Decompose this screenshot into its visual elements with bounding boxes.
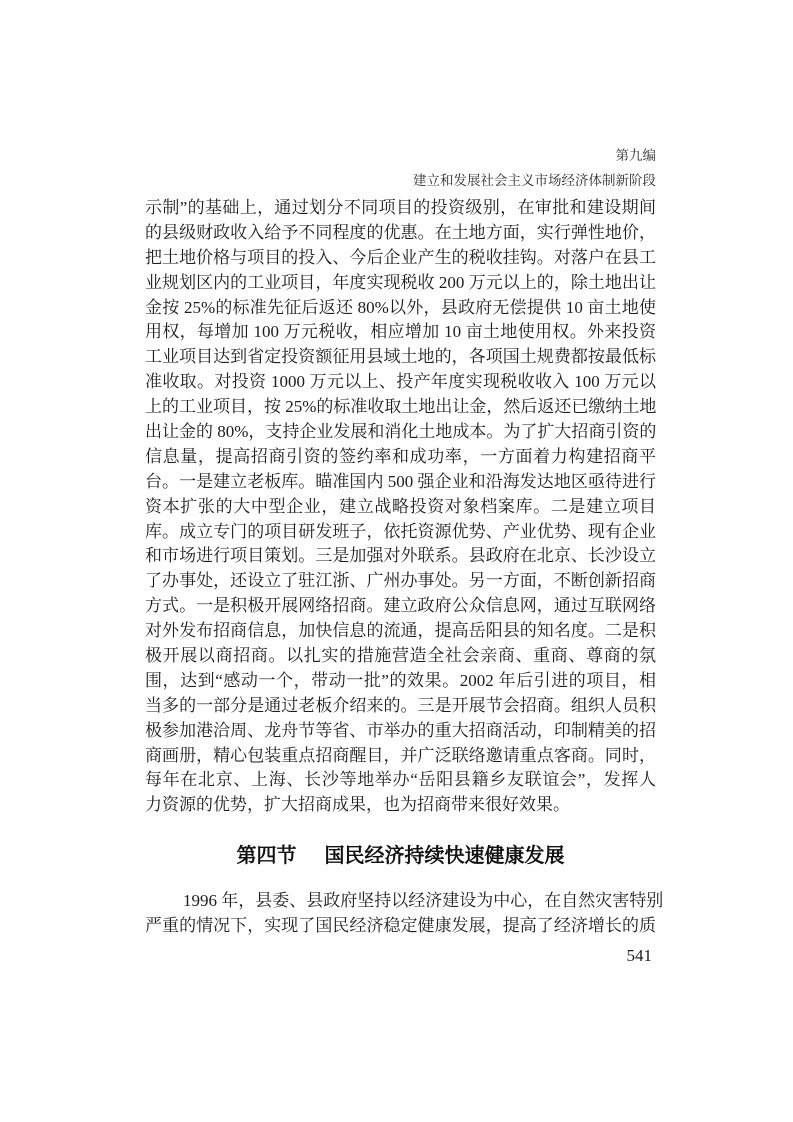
text-line: 金按 25%的标准先征后返还 80%以外，县政府无偿提供 10 亩土地使 — [145, 297, 656, 317]
text-line: 对外发布招商信息，加快信息的流通，提高岳阳县的知名度。二是积 — [145, 621, 656, 641]
text-line: 当多的一部分是通过老板介绍来的。三是开展节会招商。组织人员积 — [145, 695, 656, 715]
text-line: 示制”的基础上，通过划分不同项目的投资级别，在审批和建设期间 — [145, 198, 656, 217]
page-number: 541 — [626, 946, 652, 965]
text-line: 业规划区内的工业项目，年度实现税收 200 万元以上的，除土地出让 — [145, 272, 656, 292]
header-volume: 第九编 — [615, 148, 656, 163]
paragraph-economy-1996 — [145, 889, 664, 939]
text-line: 极开展以商招商。以扎实的措施营造全社会亲商、重商、尊商的氛 — [145, 646, 656, 666]
section-heading — [145, 843, 656, 869]
text-line: 信息量，提高招商引资的签约率和成功率，一方面着力构建招商平 — [145, 446, 656, 466]
text-line: 围，达到“感动一个，带动一批”的效果。2002 年后引进的项目，相 — [145, 670, 656, 690]
text-line: 台。一是建立老板库。瞄准国内 500 强企业和沿海发达地区亟待进行 — [145, 471, 656, 491]
text-line: 严重的情况下，实现了国民经济稳定健康发展，提高了经济增长的质 — [145, 915, 656, 935]
text-line: 库。成立专门的项目研发班子，依托资源优势、产业优势、现有企业 — [145, 521, 656, 541]
header-chapter: 建立和发展社会主义市场经济体制新阶段 — [413, 173, 656, 188]
text-line: 上的工业项目，按 25%的标准收取土地出让金，然后返还已缴纳土地 — [145, 397, 657, 417]
text-line: 把土地价格与项目的投入、今后企业产生的税收挂钩。对落户在县工 — [145, 247, 656, 267]
text-line: 商画册，精心包装重点招商醒目，并广泛联络邀请重点客商。同时， — [145, 745, 656, 765]
text-line: 和市场进行项目策划。三是加强对外联系。县政府在北京、长沙设立 — [145, 546, 656, 566]
text-line: 力资源的优势，扩大招商成果，也为招商带来很好效果。 — [145, 795, 570, 815]
text-line: 出让金的 80%，支持企业发展和消化土地成本。为了扩大招商引资的 — [145, 422, 657, 442]
running-header — [145, 143, 656, 193]
text-line: 工业项目达到省定投资额征用县域土地的，各项国土规费都按最低标 — [145, 347, 656, 367]
section-heading-title: 国民经济持续快速健康发展 — [324, 845, 565, 867]
text-line: 的县级财政收入给予不同程度的优惠。在土地方面，实行弹性地价， — [145, 222, 656, 242]
text-line: 1996 年，县委、县政府坚持以经济建设为中心，在自然灾害特别 — [183, 891, 664, 910]
section-heading-label: 第四节 — [236, 845, 297, 867]
text-line: 极参加港洽周、龙舟节等省、市举办的重大招商活动，印制精美的招 — [145, 720, 656, 740]
text-line: 每年在北京、上海、长沙等地举办“岳阳县籍乡友联谊会”，发挥人 — [145, 770, 656, 790]
text-line: 了办事处，还设立了驻江浙、广州办事处。另一方面，不断创新招商 — [145, 571, 656, 591]
text-line: 方式。一是积极开展网络招商。建立政府公众信息网，通过互联网络 — [145, 596, 656, 616]
text-line: 准收取。对投资 1000 万元以上、投产年度实现税收收入 100 万元以 — [145, 372, 656, 392]
text-line: 用权，每增加 100 万元税收，相应增加 10 亩土地使用权。外来投资 — [145, 322, 656, 342]
text-line: 资本扩张的大中型企业，建立战略投资对象档案库。二是建立项目 — [145, 496, 656, 516]
paragraph-investment-policy — [145, 196, 656, 818]
